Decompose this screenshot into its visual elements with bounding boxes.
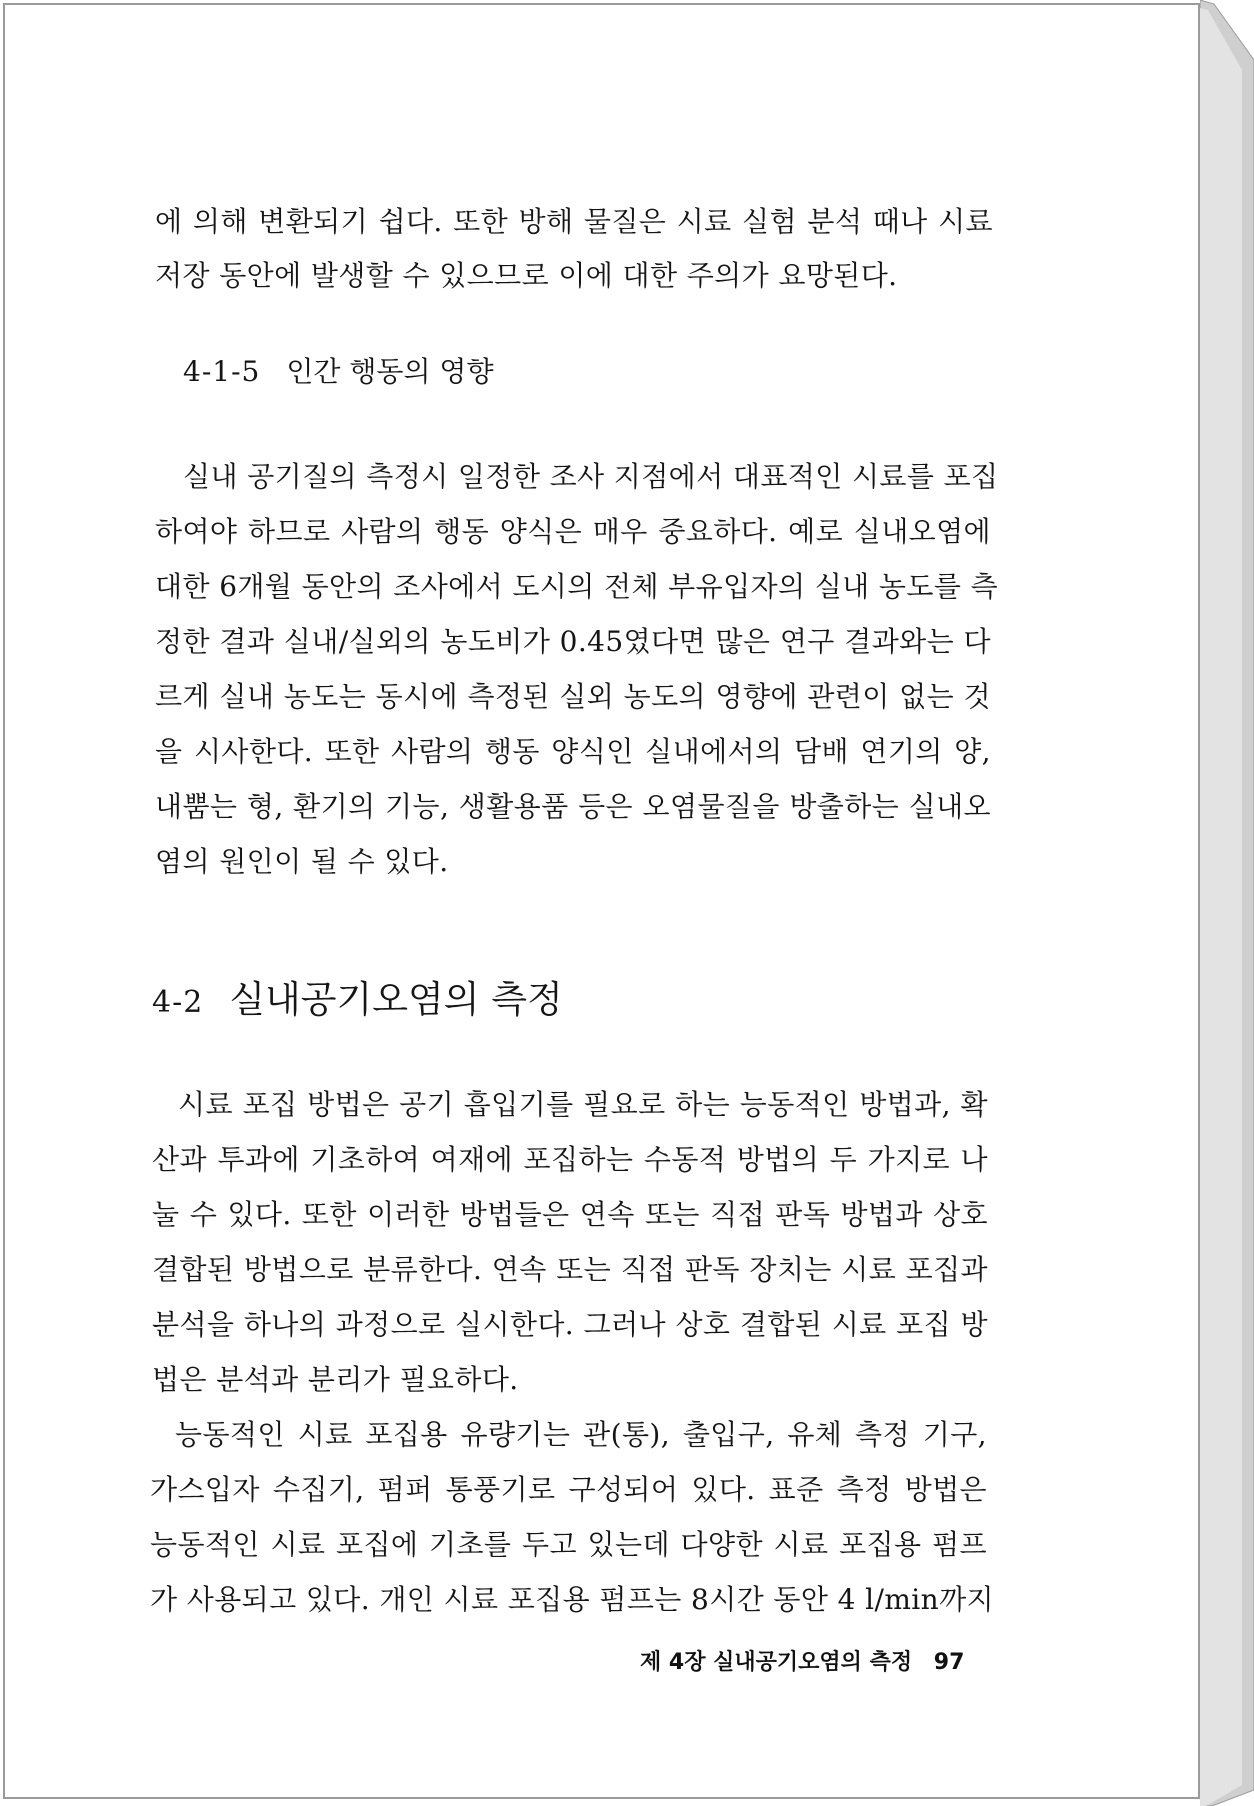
text-line: 법은 분석과 분리가 필요하다. xyxy=(152,1363,519,1396)
page-stack-edge xyxy=(1200,0,1254,1806)
section-heading xyxy=(152,975,563,1028)
text-line: 을 시사한다. 또한 사람의 행동 양식인 실내에서의 담배 연기의 양, xyxy=(155,735,991,768)
text-line: 에 의해 변환되기 쉽다. 또한 방해 물질은 시료 실험 분석 때나 시료 xyxy=(155,205,993,238)
subsection-number: 4-1-5 xyxy=(183,355,261,388)
text-line: 가스입자 수집기, 펌퍼 통풍기로 구성되어 있다. 표준 측정 방법은 xyxy=(150,1473,987,1506)
subsection-title: 인간 행동의 영향 xyxy=(286,355,494,388)
text-line: 능동적인 시료 포집용 유량기는 관(통), 출입구, 유체 측정 기구, xyxy=(175,1418,987,1451)
text-line: 저장 동안에 발생할 수 있으므로 이에 대한 주의가 요망된다. xyxy=(155,259,898,292)
text-line: 눌 수 있다. 또한 이러한 방법들은 연속 또는 직접 판독 방법과 상호 xyxy=(152,1198,988,1231)
footer-chapter: 제 4장 xyxy=(640,1650,706,1675)
text-line: 능동적인 시료 포집에 기초를 두고 있는데 다양한 시료 포집용 펌프 xyxy=(150,1528,987,1561)
text-line: 분석을 하나의 과정으로 실시한다. 그러나 상호 결합된 시료 포집 방 xyxy=(152,1308,988,1341)
text-line: 실내 공기질의 측정시 일정한 조사 지점에서 대표적인 시료를 포집 xyxy=(183,460,999,493)
text-line: 염의 원인이 될 수 있다. xyxy=(155,845,449,878)
running-footer xyxy=(640,1648,964,1678)
subsection-heading xyxy=(183,352,494,392)
text-line: 하여야 하므로 사람의 행동 양식은 매우 중요하다. 예로 실내오염에 xyxy=(155,515,991,548)
section-title: 실내공기오염의 측정 xyxy=(229,978,563,1021)
footer-title: 실내공기오염의 측정 xyxy=(713,1650,913,1675)
page-number: 97 xyxy=(933,1650,965,1675)
text-line: 르게 실내 농도는 동시에 측정된 실외 농도의 영향에 관련이 없는 것 xyxy=(155,680,991,713)
text-line: 결합된 방법으로 분류한다. 연속 또는 직접 판독 장치는 시료 포집과 xyxy=(152,1253,988,1286)
text-line: 시료 포집 방법은 공기 흡입기를 필요로 하는 능동적인 방법과, 확 xyxy=(178,1088,988,1121)
text-line: 대한 6개월 동안의 조사에서 도시의 전체 부유입자의 실내 농도를 측 xyxy=(155,570,999,603)
text-line: 가 사용되고 있다. 개인 시료 포집용 펌프는 8시간 동안 4 l/min까지 xyxy=(150,1583,994,1616)
text-line: 내뿜는 형, 환기의 기능, 생활용품 등은 오염물질을 방출하는 실내오 xyxy=(155,790,991,823)
text-line: 산과 투과에 기초하여 여재에 포집하는 수동적 방법의 두 가지로 나 xyxy=(152,1143,988,1176)
section-number: 4-2 xyxy=(152,985,204,1020)
text-line: 정한 결과 실내/실외의 농도비가 0.45였다면 많은 연구 결과와는 다 xyxy=(155,625,991,658)
